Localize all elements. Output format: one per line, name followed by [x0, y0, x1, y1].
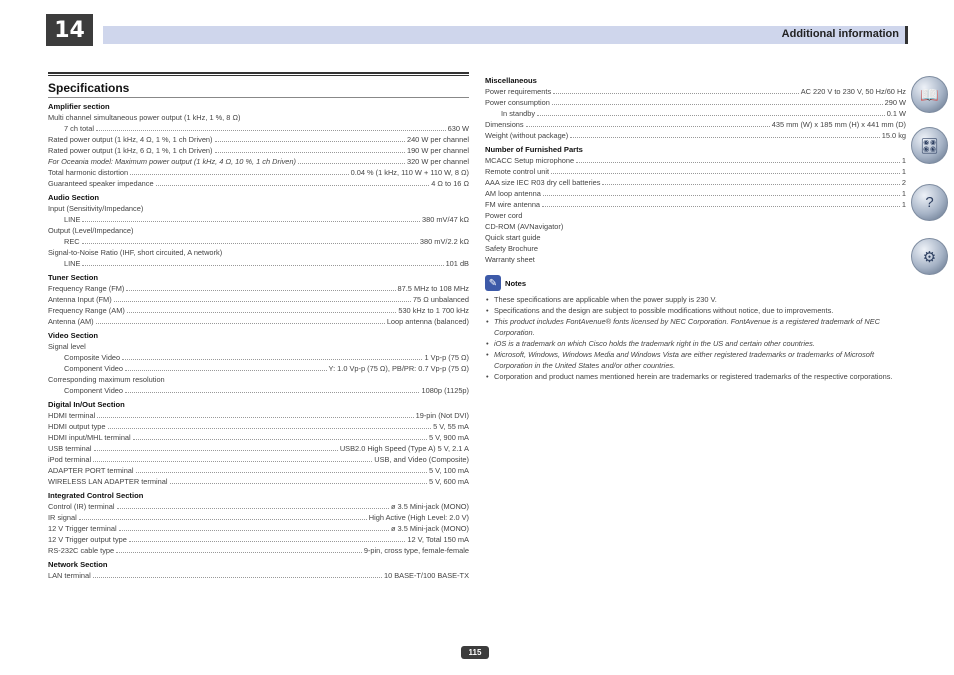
spec-value: 10 BASE-T/100 BASE-TX: [383, 571, 469, 580]
spec-label: Quick start guide: [485, 233, 541, 242]
spec-value: 5 V, 100 mA: [429, 466, 469, 475]
dot-leader: [108, 428, 432, 429]
spec-value: 240 W per channel: [406, 135, 469, 144]
spec-value: 15.0 kg: [881, 131, 906, 140]
spec-row: [48, 145, 469, 156]
spec-row: [48, 545, 469, 556]
dot-leader: [94, 450, 338, 451]
spec-value: 435 mm (W) x 185 mm (H) x 441 mm (D): [771, 120, 906, 129]
note-item: • iOS is a trademark on which Cisco holds the trademark right in the US and certain other countries.: [485, 338, 906, 349]
spec-label: HDMI output type: [48, 422, 106, 431]
spec-label: AAA size IEC R03 dry cell batteries: [485, 178, 601, 187]
spec-label: Input (Sensitivity/Impedance): [48, 204, 144, 213]
spec-value: 87.5 MHz to 108 MHz: [397, 284, 469, 293]
spec-row: [48, 534, 469, 545]
spec-label: Antenna Input (FM): [48, 295, 112, 304]
spec-value: AC 220 V to 230 V, 50 Hz/60 Hz: [800, 87, 906, 96]
spec-row: [48, 374, 469, 385]
book-icon[interactable]: 📖: [911, 76, 948, 113]
spec-row: [48, 316, 469, 327]
spec-row: [48, 305, 469, 316]
spec-label: FM wire antenna: [485, 200, 541, 209]
chapter-number: 14: [46, 14, 93, 46]
spec-value: USB2.0 High Speed (Type A) 5 V, 2.1 A: [339, 444, 469, 453]
spec-value: 1: [901, 156, 906, 165]
spec-row: [48, 512, 469, 523]
note-item: • Corporation and product names mentioned herein are trademarks or registered trademarks of the respective corporations.: [485, 371, 906, 382]
spec-row: [485, 119, 906, 130]
spec-value: 1 Vp-p (75 Ω): [424, 353, 469, 362]
spec-label: Antenna (AM): [48, 317, 94, 326]
spec-label: Corresponding maximum resolution: [48, 375, 165, 384]
spec-row: [48, 178, 469, 189]
spec-value: High Active (High Level: 2.0 V): [368, 513, 469, 522]
misc-column: [485, 72, 906, 382]
dot-leader: [526, 126, 770, 127]
page-title: Specifications: [48, 81, 469, 98]
spec-row: [485, 254, 906, 265]
note-item: • These specifications are applicable when the power supply is 230 V.: [485, 294, 906, 305]
dot-leader: [298, 163, 405, 164]
spec-label: ADAPTER PORT terminal: [48, 466, 134, 475]
spec-row: [485, 155, 906, 166]
spec-label: Output (Level/Impedance): [48, 226, 134, 235]
spec-label: IR signal: [48, 513, 77, 522]
header-title: Additional information: [781, 28, 899, 40]
spec-row: [485, 108, 906, 119]
dot-leader: [125, 392, 419, 393]
page-number: 115: [461, 646, 489, 659]
spec-label: Component Video: [64, 386, 124, 395]
dot-leader: [82, 243, 418, 244]
spec-row: [485, 86, 906, 97]
spec-row: [485, 166, 906, 177]
spec-value: 380 mV/47 kΩ: [421, 215, 469, 224]
spec-value: 320 W per channel: [406, 157, 469, 166]
spec-label: LAN terminal: [48, 571, 91, 580]
spec-label: REC: [64, 237, 80, 246]
dot-leader: [117, 508, 389, 509]
dot-leader: [125, 370, 327, 371]
spec-label: Signal-to-Noise Ratio (IHF, short circuited, A network): [48, 248, 223, 257]
section-title: Tuner Section: [48, 273, 99, 282]
section-title: Video Section: [48, 331, 99, 340]
remote-icon[interactable]: 🎛: [911, 127, 948, 164]
spec-label: LINE: [64, 215, 81, 224]
notes-title: Notes: [505, 278, 527, 288]
spec-row: [48, 443, 469, 454]
dot-leader: [537, 115, 885, 116]
dot-leader: [551, 173, 900, 174]
spec-row: [48, 454, 469, 465]
spec-label: HDMI terminal: [48, 411, 96, 420]
spec-label: In standby: [501, 109, 536, 118]
specifications-column: [48, 72, 469, 581]
spec-value: 0.04 % (1 kHz, 110 W + 110 W, 8 Ω): [350, 168, 469, 177]
section-title: Miscellaneous: [485, 76, 537, 85]
spec-label: Signal level: [48, 342, 86, 351]
spec-label: Power consumption: [485, 98, 550, 107]
dot-leader: [126, 290, 395, 291]
spec-value: 190 W per channel: [406, 146, 469, 155]
spec-row: [48, 410, 469, 421]
spec-label: WIRELESS LAN ADAPTER terminal: [48, 477, 168, 486]
spec-row: [48, 432, 469, 443]
spec-label: 7 ch total: [64, 124, 94, 133]
dot-leader: [116, 552, 362, 553]
section-title: Audio Section: [48, 193, 100, 202]
spec-value: 290 W: [884, 98, 906, 107]
dot-leader: [82, 221, 420, 222]
spec-label: iPod terminal: [48, 455, 92, 464]
misc-sections: [485, 76, 906, 265]
spec-value: 1: [901, 200, 906, 209]
dot-leader: [553, 93, 799, 94]
section-title: Integrated Control Section: [48, 491, 144, 500]
dot-leader: [136, 472, 427, 473]
spec-value: 5 V, 600 mA: [429, 477, 469, 486]
spec-row: [48, 385, 469, 396]
spec-value: 1: [901, 167, 906, 176]
spec-value: 5 V, 900 mA: [429, 433, 469, 442]
spec-row: [48, 112, 469, 123]
spec-label: Rated power output (1 kHz, 4 Ω, 1 %, 1 ch Driven): [48, 135, 213, 144]
spec-value: 101 dB: [445, 259, 469, 268]
dot-leader: [93, 577, 382, 578]
spec-label: CD-ROM (AVNavigator): [485, 222, 564, 231]
spec-label: Power cord: [485, 211, 523, 220]
dot-leader: [119, 530, 389, 531]
spec-row: [48, 225, 469, 236]
top-rule: [48, 72, 469, 76]
dot-leader: [96, 323, 385, 324]
spec-label: Safety Brochure: [485, 244, 538, 253]
dot-leader: [82, 265, 443, 266]
spec-label: Rated power output (1 kHz, 6 Ω, 1 %, 1 ch Driven): [48, 146, 213, 155]
spec-label: Frequency Range (AM): [48, 306, 125, 315]
spec-label: Multi channel simultaneous power output (1 kHz, 1 %, 8 Ω): [48, 113, 241, 122]
spec-value: 9-pin, cross type, female-female: [363, 546, 469, 555]
spec-label: MCACC Setup microphone: [485, 156, 575, 165]
dot-leader: [602, 184, 899, 185]
spec-label: AM loop antenna: [485, 189, 541, 198]
dot-leader: [170, 483, 427, 484]
spec-label: Guaranteed speaker impedance: [48, 179, 154, 188]
dot-leader: [552, 104, 883, 105]
spec-value: 380 mV/2.2 kΩ: [419, 237, 469, 246]
spec-row: [48, 352, 469, 363]
spec-label: Component Video: [64, 364, 124, 373]
dot-leader: [215, 141, 405, 142]
dot-leader: [156, 185, 430, 186]
spec-label: Remote control unit: [485, 167, 550, 176]
spec-row: [48, 203, 469, 214]
spec-row: [485, 221, 906, 232]
header-bar: [103, 26, 908, 44]
pencil-icon: ✎: [485, 275, 501, 291]
spec-value: 4 Ω to 16 Ω: [431, 179, 469, 188]
section-title: Digital In/Out Section: [48, 400, 125, 409]
spec-label: HDMI input/MHL terminal: [48, 433, 131, 442]
spec-row: [48, 283, 469, 294]
spec-row: [48, 214, 469, 225]
spec-value: USB, and Video (Composite): [374, 455, 469, 464]
dot-leader: [215, 152, 405, 153]
spec-value: 12 V, Total 150 mA: [407, 535, 469, 544]
dot-leader: [127, 312, 397, 313]
spec-label: 12 V Trigger terminal: [48, 524, 117, 533]
spec-value: 530 kHz to 1 700 kHz: [398, 306, 469, 315]
spec-row: [485, 188, 906, 199]
spec-label: Total harmonic distortion: [48, 168, 129, 177]
help-icon[interactable]: ?: [911, 184, 948, 221]
notes-list: [485, 294, 906, 382]
spec-row: [48, 134, 469, 145]
spec-label: Dimensions: [485, 120, 524, 129]
spec-label: USB terminal: [48, 444, 92, 453]
dot-leader: [543, 195, 900, 196]
spec-value: 5 V, 55 mA: [433, 422, 469, 431]
spec-row: [48, 258, 469, 269]
spec-value: 0.1 W: [886, 109, 906, 118]
dot-leader: [97, 417, 413, 418]
spec-label: Frequency Range (FM): [48, 284, 125, 293]
spec-row: [485, 243, 906, 254]
spec-value: 19-pin (Not DVI): [415, 411, 469, 420]
spec-row: [485, 97, 906, 108]
spec-row: [48, 167, 469, 178]
spec-row: [48, 421, 469, 432]
dot-leader: [93, 461, 372, 462]
spec-row: [48, 247, 469, 258]
spec-label: Control (IR) terminal: [48, 502, 115, 511]
dot-leader: [133, 439, 427, 440]
section-title: Number of Furnished Parts: [485, 145, 583, 154]
spec-row: [48, 363, 469, 374]
dot-leader: [122, 359, 422, 360]
spec-row: [48, 523, 469, 534]
spec-value: Loop antenna (balanced): [386, 317, 469, 326]
spec-row: [485, 210, 906, 221]
dot-leader: [79, 519, 367, 520]
dot-leader: [130, 174, 348, 175]
spec-value: ø 3.5 Mini-jack (MONO): [390, 524, 469, 533]
dot-leader: [576, 162, 900, 163]
spec-row: [48, 236, 469, 247]
spec-row: [485, 177, 906, 188]
spec-value: 1080p (1125p): [421, 386, 469, 395]
spec-row: [48, 570, 469, 581]
spec-label: Weight (without package): [485, 131, 569, 140]
spec-row: [485, 199, 906, 210]
spec-sections: [48, 102, 469, 581]
spec-label: LINE: [64, 259, 81, 268]
dot-leader: [129, 541, 405, 542]
notes-header: [485, 275, 906, 291]
dot-leader: [542, 206, 900, 207]
spec-value: 1: [901, 189, 906, 198]
note-item: • Microsoft, Windows, Windows Media and Windows Vista are either registered trademarks or trademarks of Microsoft Corporation in the United States and/or other countries.: [485, 349, 906, 371]
spec-row: [48, 465, 469, 476]
spec-value: 75 Ω unbalanced: [412, 295, 469, 304]
spec-row: [48, 294, 469, 305]
spec-row: [48, 341, 469, 352]
note-item: • Specifications and the design are subject to possible modifications without notice, due to improvements.: [485, 305, 906, 316]
spec-value: Y: 1.0 Vp-p (75 Ω), PB/PR: 0.7 Vp-p (75 Ω): [328, 364, 469, 373]
section-title: Network Section: [48, 560, 108, 569]
spec-value: ø 3.5 Mini-jack (MONO): [390, 502, 469, 511]
dot-leader: [96, 130, 446, 131]
section-title: Amplifier section: [48, 102, 110, 111]
spec-row: [48, 123, 469, 134]
dot-leader: [570, 137, 879, 138]
settings-icon[interactable]: ⚙: [911, 238, 948, 275]
spec-row: [48, 501, 469, 512]
spec-label: 12 V Trigger output type: [48, 535, 127, 544]
note-item: • This product includes FontAvenue® fonts licensed by NEC Corporation. FontAvenue is a registered trademark of NEC Corporation.: [485, 316, 906, 338]
dot-leader: [114, 301, 411, 302]
spec-row: [485, 130, 906, 141]
spec-label: Warranty sheet: [485, 255, 535, 264]
spec-row: [48, 156, 469, 167]
spec-label: RS-232C cable type: [48, 546, 115, 555]
spec-row: [48, 476, 469, 487]
spec-row: [485, 232, 906, 243]
spec-label: For Oceania model: Maximum power output (1 kHz, 4 Ω, 10 %, 1 ch Driven): [48, 157, 296, 166]
spec-value: 630 W: [447, 124, 469, 133]
spec-label: Power requirements: [485, 87, 552, 96]
spec-value: 2: [901, 178, 906, 187]
spec-label: Composite Video: [64, 353, 121, 362]
